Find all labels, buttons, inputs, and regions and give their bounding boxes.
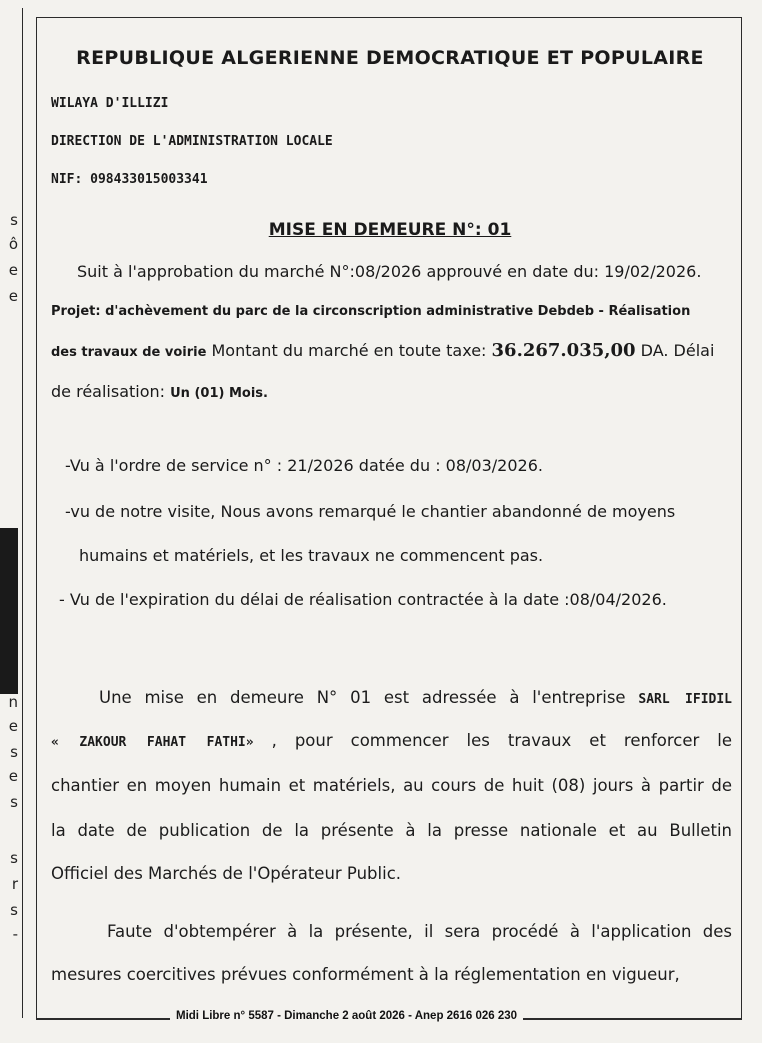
purpose-text: , pour commencer les travaux et renforcer le <box>271 731 732 750</box>
service-order-line: -Vu à l'ordre de service n° : 21/2026 datée du : 08/03/2026. <box>65 456 543 475</box>
notice-subject: MISE EN DEMEURE N°: 01 <box>268 220 512 240</box>
adjacent-column <box>0 8 23 1018</box>
expiry-line: - Vu de l'expiration du délai de réalisation contractée à la date :08/04/2026. <box>59 590 667 609</box>
adjacent-black-block <box>0 528 18 694</box>
legal-notice-box <box>36 17 742 1019</box>
adjacent-text-fragment: s <box>10 211 18 229</box>
adjacent-text-fragment: s <box>10 849 18 867</box>
contract-amount: 36.267.035,00 <box>491 340 636 361</box>
adjacent-text-fragment: r <box>11 875 18 893</box>
bulletin-line: Officiel des Marchés de l'Opérateur Public. <box>51 864 402 883</box>
amount-line <box>51 340 714 361</box>
adjacent-text-fragment: n <box>8 693 18 711</box>
delay-label: de réalisation: <box>51 382 166 401</box>
works-label: des travaux de voirie <box>51 345 207 360</box>
adjacent-text-fragment: s <box>10 901 18 919</box>
addressee-line <box>51 688 732 707</box>
adjacent-text-fragment: e <box>8 717 18 735</box>
visit-line: -vu de notre visite, Nous avons remarqué le chantier abandonné de moyens <box>65 502 676 521</box>
adjacent-text-fragment: s <box>10 793 18 811</box>
nif-header: NIF: 098433015003341 <box>51 172 208 187</box>
penalty-line: Faute d'obtempérer à la présente, il sera procédé à l'application des <box>107 922 732 941</box>
project-line: Projet: d'achèvement du parc de la circonscription administrative Debdeb - Réalisation <box>51 304 691 319</box>
notice-title: REPUBLIQUE ALGERIENNE DEMOCRATIQUE ET POPULAIRE <box>76 47 704 69</box>
adjacent-text-fragment: e <box>8 261 18 279</box>
direction-header: DIRECTION DE L'ADMINISTRATION LOCALE <box>51 134 333 149</box>
company-line <box>51 731 732 750</box>
adjacent-text-fragment: e <box>8 287 18 305</box>
adjacent-text-fragment: s <box>10 743 18 761</box>
delay-line <box>51 382 268 401</box>
company-manager: « ZAKOUR FAHAT FATHI» <box>51 735 254 750</box>
adjacent-text-fragment: e <box>8 767 18 785</box>
deadline-line: chantier en moyen humain et matériels, au cours de huit (08) jours à partir de <box>51 776 732 795</box>
addressee-text: Une mise en demeure N° 01 est adressée à l'entreprise <box>99 688 626 707</box>
amount-label: Montant du marché en toute taxe: <box>211 341 487 360</box>
amount-currency: DA. Délai <box>640 341 715 360</box>
publication-footer: Midi Libre n° 5587 - Dimanche 2 août 2026 - Anep 2616 026 230 <box>170 1010 523 1022</box>
publication-line: la date de publication de la présente à la presse nationale et au Bulletin <box>51 821 732 840</box>
company-name: SARL IFIDIL <box>638 692 733 707</box>
penalty-line-continued: mesures coercitives prévues conformément à la réglementation en vigueur, <box>51 965 680 984</box>
wilaya-header: WILAYA D'ILLIZI <box>51 96 169 111</box>
delay-value: Un (01) Mois. <box>170 386 268 401</box>
approval-line: Suit à l'approbation du marché N°:08/2026 approuvé en date du: 19/02/2026. <box>77 262 702 281</box>
visit-line-continued: humains et matériels, et les travaux ne commencent pas. <box>79 546 544 565</box>
adjacent-text-fragment: - <box>12 925 18 943</box>
adjacent-text-fragment: ô <box>8 235 18 253</box>
